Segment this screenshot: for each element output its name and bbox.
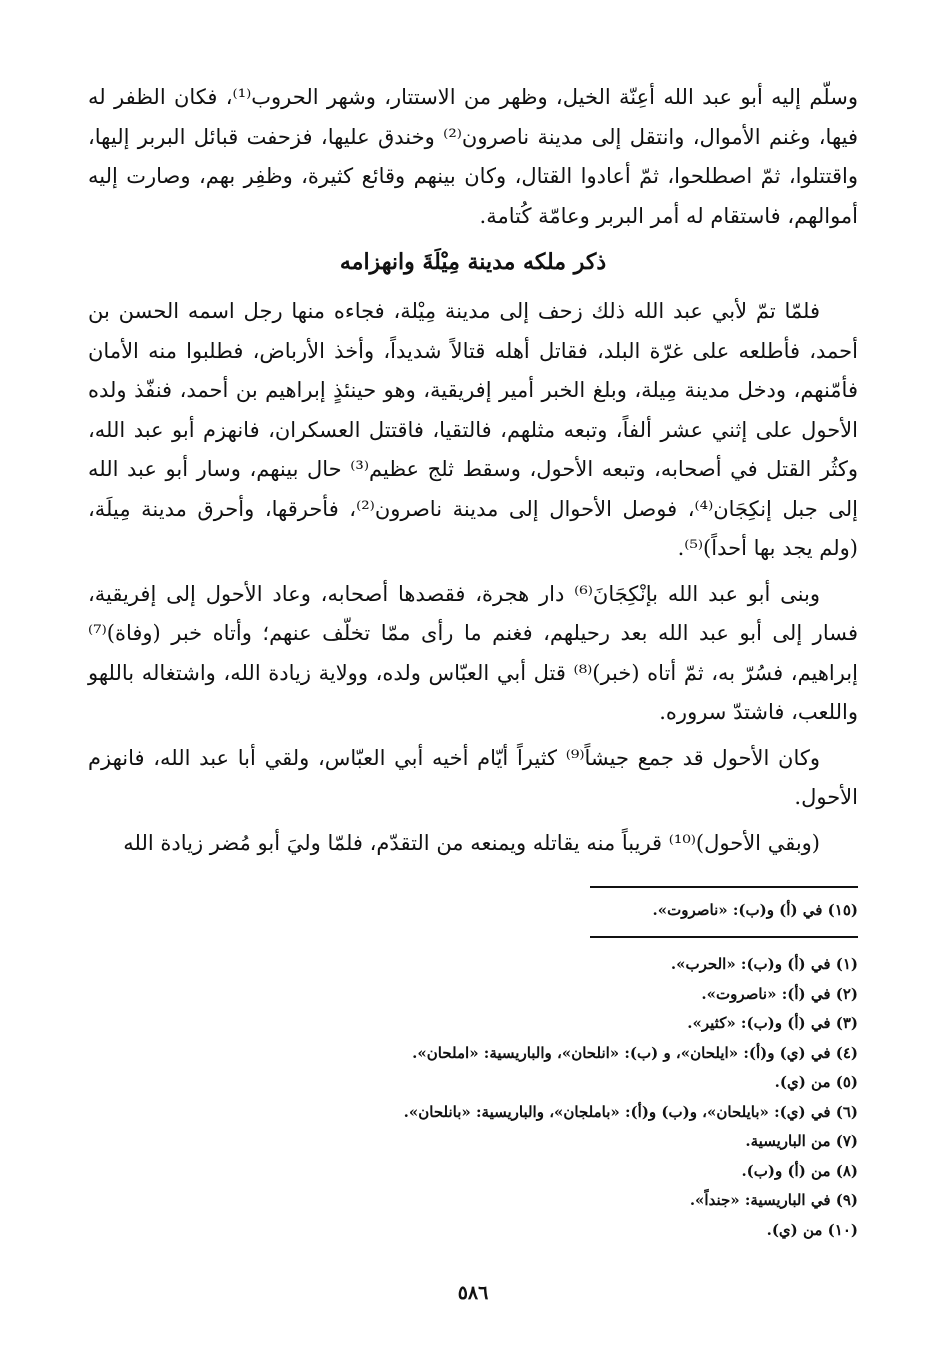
main-text xyxy=(88,78,858,869)
footnote-item: (٥) من (ي). xyxy=(774,1073,858,1091)
footnote-item: (٦) في (ي): «بايلحان»، و(ب) و(أ): «باملجان»، والباريسية: «بانلحان». xyxy=(403,1102,858,1121)
footnote-item: (١٠) من (ي). xyxy=(766,1220,858,1239)
footnote-item: (٨) من (أ) و(ب). xyxy=(741,1161,858,1180)
footnote-item: (٤) في (ي) و(أ): «ايلحان»، و (ب): «انلحان»، والباريسية: «املحان». xyxy=(412,1043,858,1062)
footnotes-list xyxy=(88,950,858,1245)
paragraph: (وبقي الأحول)⁽¹⁰⁾ قريباً منه يقاتله ويمنعه من التقدّم، فلمّا وليَ أبو مُضر زيادة الله xyxy=(123,830,820,855)
footnote-divider-top xyxy=(590,886,858,888)
footnote-divider xyxy=(590,936,858,938)
paragraph-opening: وسلّم إليه أبو عبد الله أعِنّة الخيل، وظهر من الاستتار، وشهر الحروب⁽¹⁾، فكان الظفر له فيها، وغنم الأموال، وانتقل إلى مدينة ناصرون⁽²⁾ وخندق عليها، فزحفت قبائل البربر إليها، واقتتلوا، ثمّ اصطلحوا، ثمّ أعادوا القتال، وكان بينهم وقائع كثيرة، وظفِر بهم، وصارت إليه أموالهم، فاستقام له أمر البربر وعامّة كُتامة. xyxy=(88,85,858,228)
footnote-item: (٩) في الباريسية: «جنداً». xyxy=(689,1191,858,1209)
paragraph: وبنى أبو عبد الله بإنْكِجَانَ⁽⁶⁾ دار هجرة، فقصدها أصحابه، وعاد الأحول إلى إفريقية، فسار إلى أبو عبد الله بعد رحيلهم، فغنم ما رأى ممّا تخلّف عنهم؛ وأتاه خبر (وفاة)⁽⁷⁾ إبراهيم، فسُرّ به، ثمّ أتاه (خبر)⁽⁸⁾ قتل أبي العبّاس ولده، وولاية زيادة الله، واشتغاله باللهو واللعب، فاشتدّ سروره. xyxy=(88,581,858,724)
section-heading: ذكر ملكه مدينة مِيْلَةَ وانهزامه xyxy=(339,249,607,275)
footnote-item: (٢) في (أ): «ناصروت». xyxy=(701,984,858,1003)
paragraph: فلمّا تمّ لأبي عبد الله ذلك زحف إلى مدينة مِيْلة، فجاءه منها رجل اسمه الحسن بن أحمد، فأطلعه على غرّة البلد، فقاتل أهله قتالاً شديداً، وأخذ الأرباض، فطلبوا منه الأمان فأمّنهم، ودخل مدينة مِيلة، وبلغ الخبر أمير إفريقية، وهو حينئذٍ إبراهيم بن أحمد، فنفّذ ولده الأحول على إثني عشر ألفاً، وتبعه مثلهم، فالتقيا، فاقتتل العسكران، فانهزم أبو عبد الله، وكثُر القتل في أصحابه، وتبعه الأحول، وسقط ثلج عظيم⁽³⁾ حال بينهم، وسار أبو عبد الله إلى جبل إنكِجَان⁽⁴⁾، فوصل الأحوال إلى مدينة ناصرون⁽²⁾، فأحرقها، وأحرق مدينة مِيلَة، (ولم يجد بها أحداً)⁽⁵⁾. xyxy=(88,299,859,560)
footnote-item: (١) في (أ) و(ب): «الحرب». xyxy=(670,955,858,973)
footnote-item: (٣) في (أ) و(ب): «كثير». xyxy=(687,1014,858,1032)
paragraph: وكان الأحول قد جمع جيشاً⁽⁹⁾ كثيراً أيّام أخيه أبي العبّاس، ولقي أبا عبد الله، فانهزم الأحول. xyxy=(88,745,858,809)
footnote-carried-over: (١٥) في (أ) و(ب): «ناصروت». xyxy=(652,901,858,919)
page-number: ٥٨٦ xyxy=(457,1282,489,1304)
footnote-item: (٧) من الباريسية. xyxy=(745,1132,858,1150)
